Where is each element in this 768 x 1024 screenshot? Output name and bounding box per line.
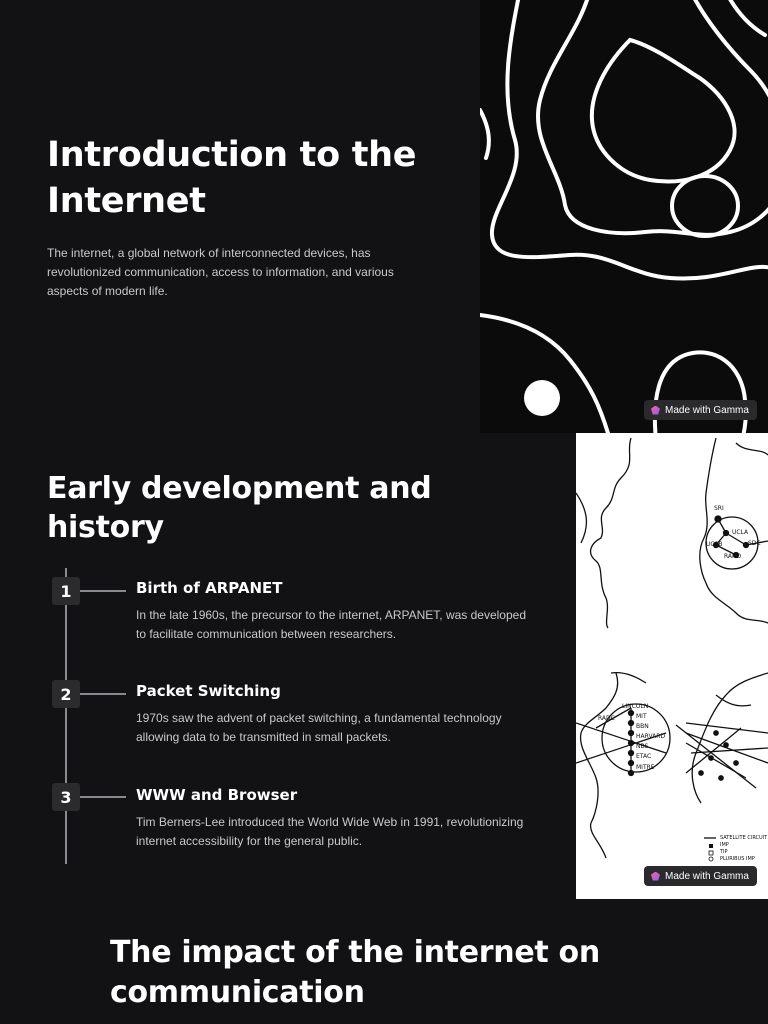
map-legend-satellite: SATELLITE CIRCUIT [720, 835, 768, 841]
map-label-mit: MIT [636, 713, 647, 720]
map-label-ucsb: UCSB [706, 541, 723, 548]
step-connector [80, 590, 126, 592]
gamma-logo-icon [651, 406, 660, 415]
contour-lines-icon [480, 0, 768, 433]
map-label-sri: SRI [714, 505, 724, 512]
step-title-arpanet: Birth of ARPANET [136, 579, 283, 597]
map-label-radc: RADC [598, 715, 615, 722]
map-label-etac: ETAC [636, 753, 652, 760]
slide-intro [0, 0, 768, 433]
step-number-1: 1 [52, 577, 80, 605]
step-description-arpanet: In the late 1960s, the precursor to the internet, ARPANET, was developed to facilitate communication between researchers. [136, 608, 527, 641]
step-title-www: WWW and Browser [136, 786, 298, 804]
arpanet-map-image [576, 433, 768, 899]
map-legend-tip: TIP [720, 849, 728, 855]
step-connector [80, 693, 126, 695]
arpanet-map-drawing [576, 433, 768, 899]
intro-description: The internet, a global network of interconnected devices, has revolutionized communication, access to information, and various aspects of modern life. [47, 246, 394, 298]
history-title: Early development and history [47, 471, 432, 545]
map-label-nbs: NBS [636, 743, 649, 750]
impact-title: The impact of the internet on communication [110, 935, 600, 1010]
map-label-mitre: MITRE [636, 764, 655, 771]
map-label-rand: RAND [724, 553, 742, 560]
step-number-3: 3 [52, 783, 80, 811]
step-connector [80, 796, 126, 798]
map-label-lincoln: LINCOLN [622, 703, 649, 710]
badge-label: Made with Gamma [665, 404, 749, 416]
map-label-ucla: UCLA [732, 529, 749, 536]
map-label-bbn: BBN [636, 723, 649, 730]
made-with-gamma-badge[interactable] [644, 866, 757, 886]
map-legend-pluribus: PLURIBUS IMP [720, 856, 755, 862]
badge-label: Made with Gamma [665, 870, 749, 882]
intro-title: Introduction to the Internet [47, 135, 417, 221]
gamma-logo-icon [651, 872, 660, 881]
timeline-line [65, 568, 67, 864]
made-with-gamma-badge[interactable] [644, 400, 757, 420]
map-label-sdc: SDC [748, 540, 761, 547]
slide-history [0, 433, 768, 899]
map-legend-imp: IMP [720, 842, 729, 848]
step-description-packet-switching: 1970s saw the advent of packet switching, a fundamental technology allowing data to be transmitted in small packets. [136, 711, 502, 744]
step-description-www: Tim Berners-Lee introduced the World Wide Web in 1991, revolutionizing internet accessibility for the general public. [136, 815, 524, 848]
topographic-art-image [480, 0, 768, 433]
step-title-packet-switching: Packet Switching [136, 682, 281, 700]
map-label-harvard: HARVARD [636, 733, 666, 740]
step-number-2: 2 [52, 680, 80, 708]
